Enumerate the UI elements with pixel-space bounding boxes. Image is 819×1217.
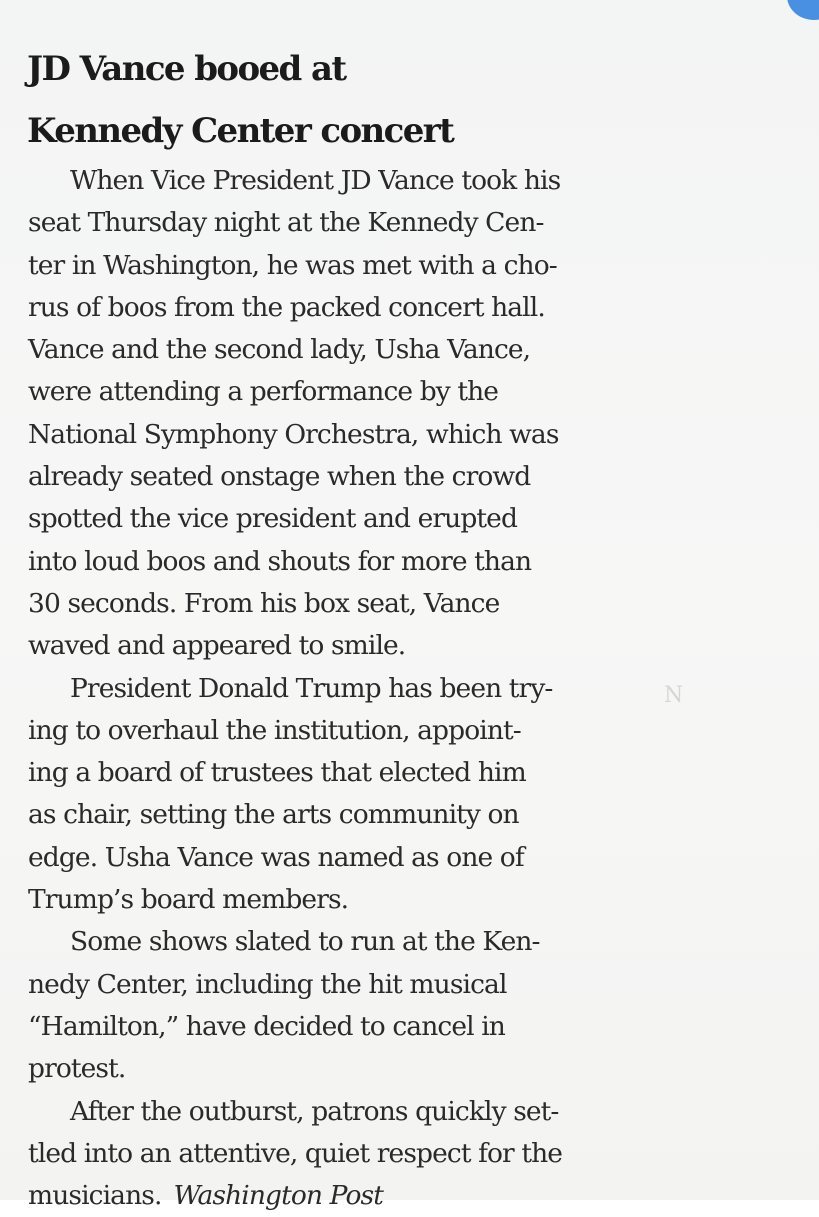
text-line: spotted the vice president and erupted <box>28 503 518 535</box>
paragraph-3 <box>28 921 788 1090</box>
text-line: into loud boos and shouts for more than <box>28 545 532 577</box>
text-line-content: musicians. <box>28 1180 162 1212</box>
source-credit: Washington Post <box>173 1180 383 1212</box>
text-line: ing a board of trustees that elected him <box>28 757 526 789</box>
text-line: “Hamilton,” have decided to cancel in <box>28 1010 505 1042</box>
text-line: Vance and the second lady, Usha Vance, <box>28 334 531 366</box>
headline-line: Kennedy Center concert <box>27 111 454 151</box>
bleed-through-letter: N <box>664 683 684 708</box>
text-line: seat Thursday night at the Kennedy Cen- <box>28 207 544 239</box>
text-line: nedy Center, including the hit musical <box>28 968 507 1000</box>
text-line: 30 seconds. From his box seat, Vance <box>28 587 500 619</box>
text-line: rus of boos from the packed concert hall. <box>28 291 545 323</box>
text-line: waved and appeared to smile. <box>28 630 406 662</box>
text-line <box>28 1175 788 1217</box>
text-line: protest. <box>28 1053 126 1085</box>
text-line: Some shows slated to run at the Ken- <box>70 926 540 958</box>
text-line: Trump’s board members. <box>28 884 349 916</box>
text-line: ing to overhaul the institution, appoint- <box>28 714 521 746</box>
paragraph-1 <box>28 160 788 668</box>
paragraph-4 <box>28 1091 788 1217</box>
text-line: were attending a performance by the <box>28 376 499 408</box>
text-line: as chair, setting the arts community on <box>28 799 519 831</box>
text-line: edge. Usha Vance was named as one of <box>28 841 524 873</box>
headline-line: JD Vance booed at <box>27 49 346 89</box>
text-line: ter in Washington, he was met with a cho- <box>28 249 557 281</box>
text-line: When Vice President JD Vance took his <box>70 165 561 196</box>
text-line: After the outburst, patrons quickly set- <box>70 1095 559 1127</box>
text-line: National Symphony Orchestra, which was <box>28 418 559 450</box>
text-line: President Donald Trump has been try- <box>70 672 553 704</box>
article-headline <box>27 38 453 162</box>
corner-button[interactable] <box>787 0 819 20</box>
text-line: tled into an attentive, quiet respect for the <box>28 1137 563 1169</box>
text-line: already seated onstage when the crowd <box>28 461 531 493</box>
